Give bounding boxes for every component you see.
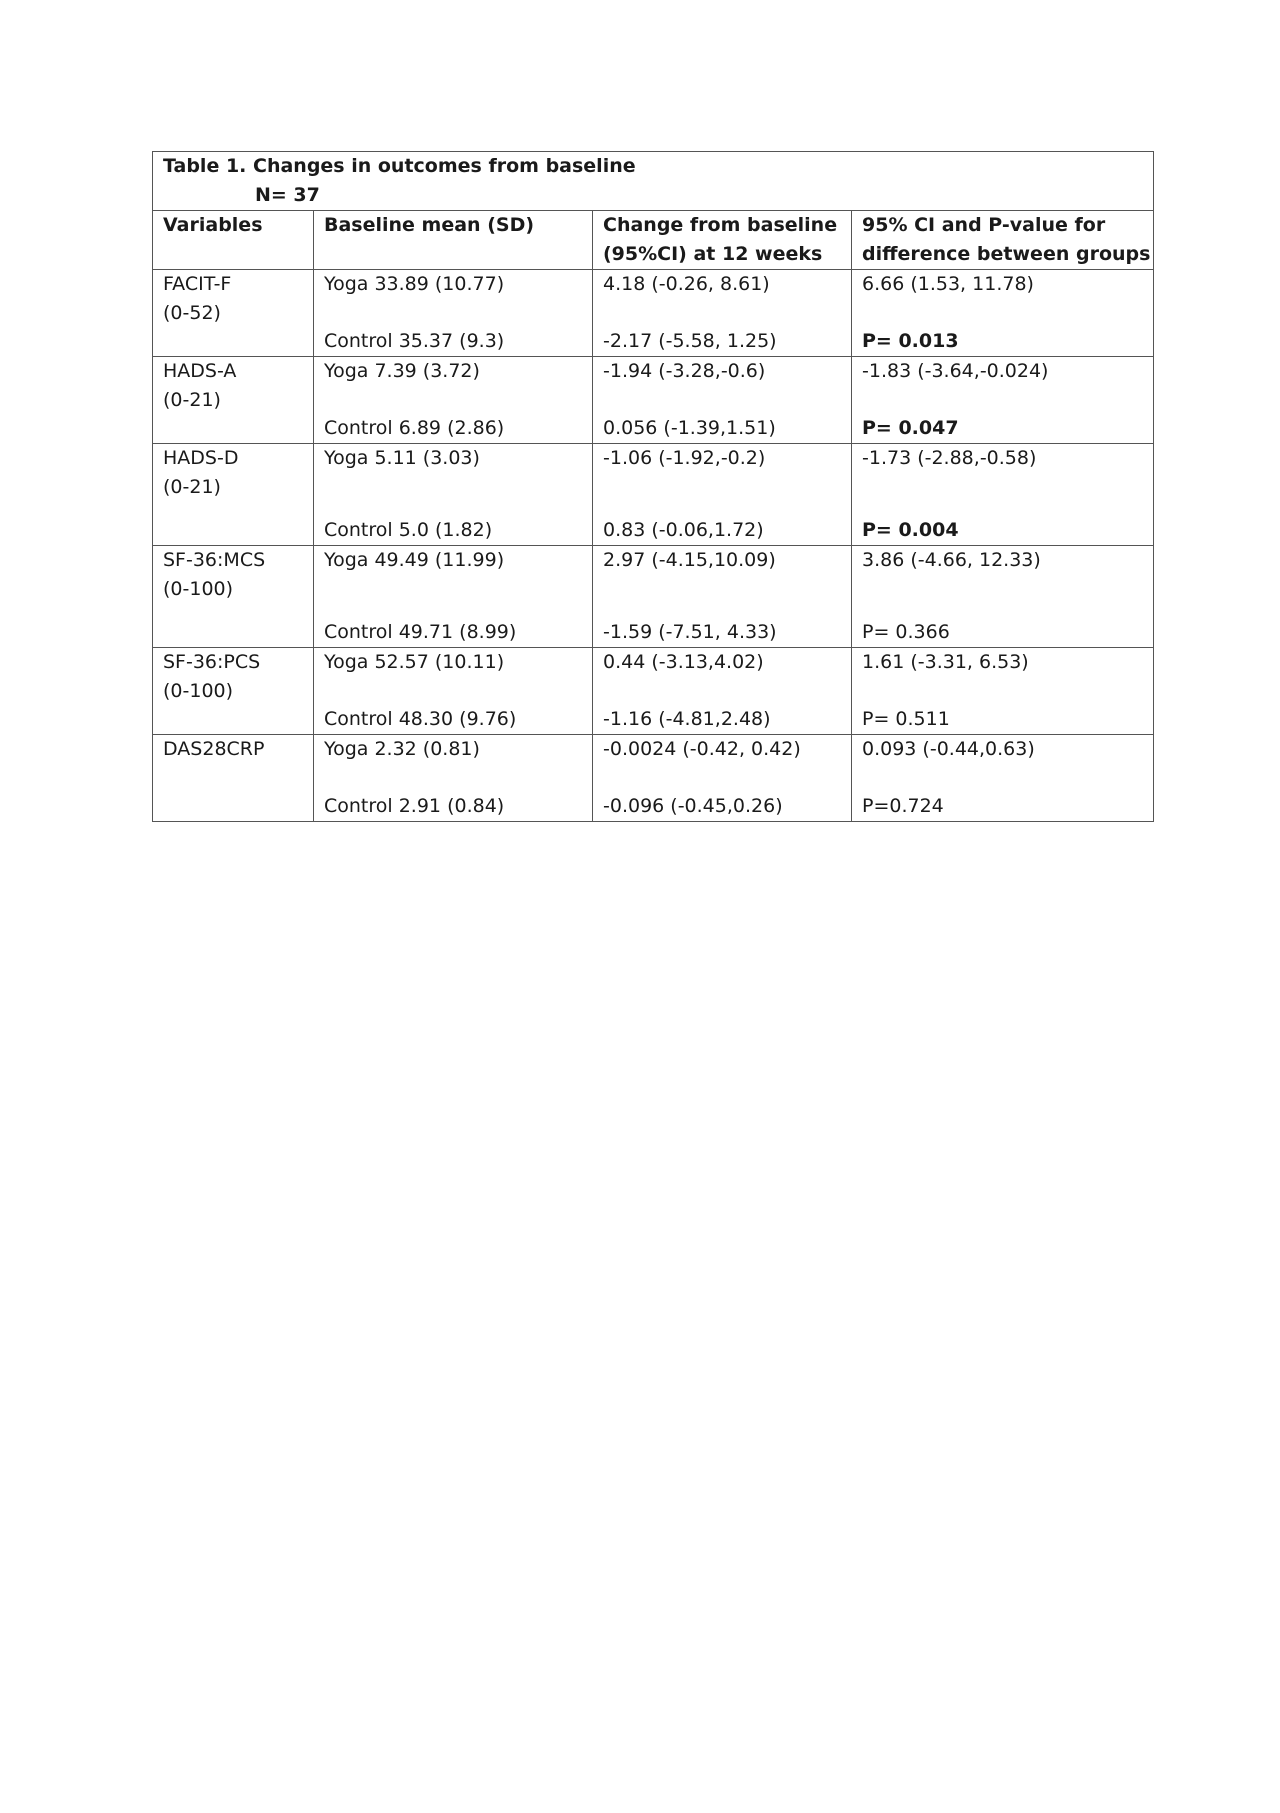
change-cell-bottom: -1.16 (-4.81,2.48) xyxy=(603,708,771,730)
change-cell-top: 4.18 (-0.26, 8.61) xyxy=(603,273,770,295)
change-cell-bottom: -1.59 (-7.51, 4.33) xyxy=(603,621,777,643)
variable-name: HADS-D xyxy=(163,447,239,469)
variable-cell xyxy=(153,735,314,822)
change-cell xyxy=(593,735,852,822)
variable-name: DAS28CRP xyxy=(163,738,265,760)
baseline-cell xyxy=(314,357,593,444)
baseline-cell xyxy=(314,444,593,546)
table-row xyxy=(153,357,1154,444)
variable-range: (0-100) xyxy=(163,680,234,702)
table-title: Table 1. Changes in outcomes from baseline xyxy=(163,155,636,177)
change-cell-top: 2.97 (-4.15,10.09) xyxy=(603,549,776,571)
baseline-cell-top: Yoga 2.32 (0.81) xyxy=(324,738,480,760)
baseline-cell-top: Yoga 33.89 (10.77) xyxy=(324,273,505,295)
ci-cell-bottom: P=0.724 xyxy=(862,795,944,817)
ci-cell xyxy=(852,444,1154,546)
results-table xyxy=(152,151,1154,822)
baseline-cell-bottom: Control 49.71 (8.99) xyxy=(324,621,517,643)
baseline-cell-bottom: Control 2.91 (0.84) xyxy=(324,795,505,817)
ci-cell xyxy=(852,357,1154,444)
header-ci xyxy=(852,211,1154,270)
variable-range: (0-100) xyxy=(163,578,234,600)
ci-cell-bottom: P= 0.013 xyxy=(862,330,959,352)
variable-range: (0-52) xyxy=(163,302,221,324)
baseline-cell-bottom: Control 35.37 (9.3) xyxy=(324,330,505,352)
ci-cell-top: 1.61 (-3.31, 6.53) xyxy=(862,651,1029,673)
baseline-cell-bottom: Control 48.30 (9.76) xyxy=(324,708,517,730)
ci-cell-top: 0.093 (-0.44,0.63) xyxy=(862,738,1035,760)
table-row xyxy=(153,648,1154,735)
change-cell-top: -1.06 (-1.92,-0.2) xyxy=(603,447,766,469)
variable-name: SF-36:PCS xyxy=(163,651,261,673)
change-cell-bottom: 0.83 (-0.06,1.72) xyxy=(603,519,764,541)
table-row xyxy=(153,444,1154,546)
ci-cell-bottom: P= 0.047 xyxy=(862,417,959,439)
variable-cell xyxy=(153,357,314,444)
ci-cell-bottom: P= 0.511 xyxy=(862,708,950,730)
table-title-cell xyxy=(153,152,1154,211)
variable-cell xyxy=(153,546,314,648)
change-cell-bottom: -0.096 (-0.45,0.26) xyxy=(603,795,783,817)
change-cell-bottom: -2.17 (-5.58, 1.25) xyxy=(603,330,777,352)
baseline-cell-bottom: Control 6.89 (2.86) xyxy=(324,417,505,439)
table-title-row xyxy=(153,152,1154,211)
change-cell xyxy=(593,444,852,546)
variable-cell xyxy=(153,648,314,735)
header-ci-label-1: 95% CI and P-value for xyxy=(862,214,1106,236)
ci-cell-bottom: P= 0.366 xyxy=(862,621,950,643)
header-variables-label: Variables xyxy=(163,214,263,236)
baseline-cell-top: Yoga 49.49 (11.99) xyxy=(324,549,505,571)
table-row xyxy=(153,270,1154,357)
change-cell-top: -1.94 (-3.28,-0.6) xyxy=(603,360,766,382)
table-header-row xyxy=(153,211,1154,270)
variable-cell xyxy=(153,444,314,546)
header-change-label-1: Change from baseline xyxy=(603,214,838,236)
change-cell-top: -0.0024 (-0.42, 0.42) xyxy=(603,738,801,760)
baseline-cell-top: Yoga 7.39 (3.72) xyxy=(324,360,480,382)
baseline-cell xyxy=(314,648,593,735)
variable-name: SF-36:MCS xyxy=(163,549,266,571)
change-cell xyxy=(593,648,852,735)
ci-cell xyxy=(852,270,1154,357)
change-cell xyxy=(593,546,852,648)
variable-name: FACIT-F xyxy=(163,273,232,295)
baseline-cell-top: Yoga 5.11 (3.03) xyxy=(324,447,480,469)
ci-cell xyxy=(852,546,1154,648)
variable-range: (0-21) xyxy=(163,389,221,411)
ci-cell-top: 3.86 (-4.66, 12.33) xyxy=(862,549,1041,571)
ci-cell xyxy=(852,648,1154,735)
header-change xyxy=(593,211,852,270)
variable-name: HADS-A xyxy=(163,360,237,382)
header-change-label-2: (95%CI) at 12 weeks xyxy=(603,243,823,265)
variable-cell xyxy=(153,270,314,357)
ci-cell-top: -1.83 (-3.64,-0.024) xyxy=(862,360,1049,382)
header-baseline xyxy=(314,211,593,270)
baseline-cell xyxy=(314,735,593,822)
baseline-cell-top: Yoga 52.57 (10.11) xyxy=(324,651,505,673)
ci-cell xyxy=(852,735,1154,822)
change-cell-bottom: 0.056 (-1.39,1.51) xyxy=(603,417,776,439)
table-row xyxy=(153,735,1154,822)
baseline-cell xyxy=(314,546,593,648)
sample-size: N= 37 xyxy=(255,184,320,206)
header-baseline-label: Baseline mean (SD) xyxy=(324,214,535,236)
variable-range: (0-21) xyxy=(163,476,221,498)
baseline-cell xyxy=(314,270,593,357)
header-variables xyxy=(153,211,314,270)
ci-cell-top: 6.66 (1.53, 11.78) xyxy=(862,273,1034,295)
change-cell xyxy=(593,270,852,357)
table-body xyxy=(153,152,1154,822)
header-ci-label-2: difference between groups xyxy=(862,243,1151,265)
change-cell xyxy=(593,357,852,444)
change-cell-top: 0.44 (-3.13,4.02) xyxy=(603,651,764,673)
baseline-cell-bottom: Control 5.0 (1.82) xyxy=(324,519,493,541)
table-row xyxy=(153,546,1154,648)
ci-cell-bottom: P= 0.004 xyxy=(862,519,959,541)
ci-cell-top: -1.73 (-2.88,-0.58) xyxy=(862,447,1037,469)
